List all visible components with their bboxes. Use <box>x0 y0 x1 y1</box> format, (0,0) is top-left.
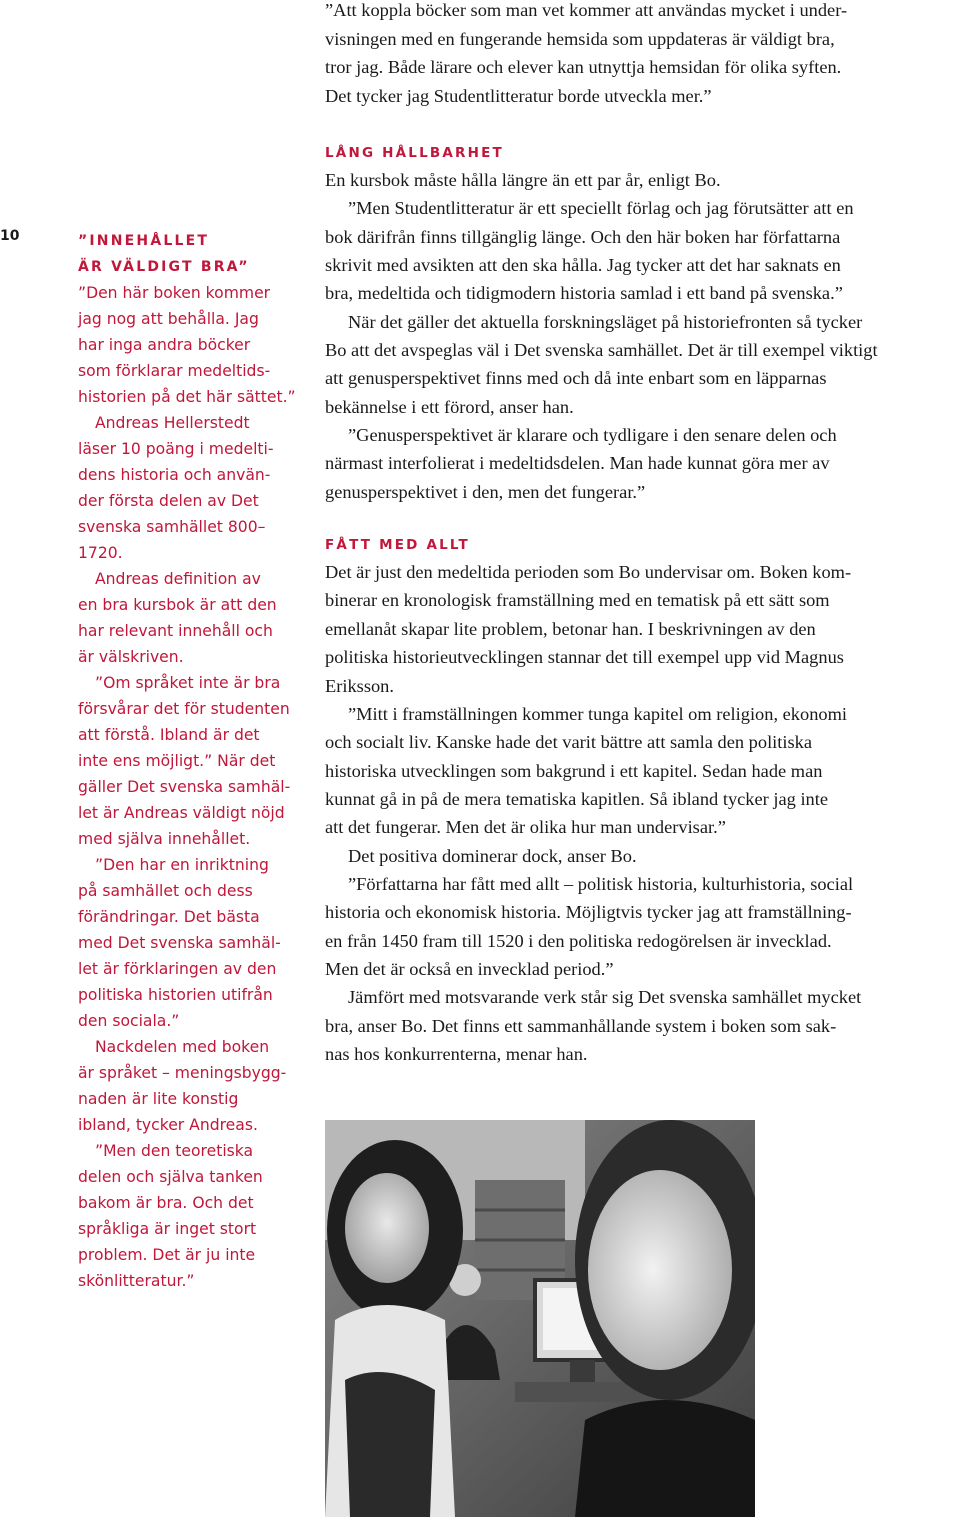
photo-students-library-icon <box>325 1120 755 1517</box>
sidebar-line: ”Men den teoretiska <box>95 1142 254 1160</box>
body-line: Eriksson. <box>325 675 394 696</box>
body-line: historia och ekonomisk historia. Möjligtvis tycker jag att framställning- <box>325 902 852 923</box>
sidebar-line: let är Andreas väldigt nöjd <box>78 804 285 822</box>
body-line: Bo att det avspeglas väl i Det svenska samhället. Det är till exempel viktigt <box>325 340 878 361</box>
sidebar-line: bakom är bra. Och det <box>78 1194 254 1212</box>
page-number: 10 <box>0 228 20 244</box>
body-line: och socialt liv. Kanske hade det varit bättre att samla den politiska <box>325 732 813 753</box>
body-line: En kursbok måste hålla längre än ett par år, enligt Bo. <box>325 170 721 190</box>
sidebar-line: försvårar det för studenten <box>78 700 290 718</box>
sidebar-line: språkliga är inget stort <box>78 1220 257 1238</box>
sidebar-line: inte ens möjligt.” När det <box>78 752 276 770</box>
body-line: att det fungerar. Men det är olika hur man undervisar.” <box>325 817 726 838</box>
sidebar-line: att förstå. Ibland är det <box>78 726 260 744</box>
body-line: ”Genusperspektivet är klarare och tydligare i den senare delen och <box>348 425 837 446</box>
intro-quote <box>325 0 960 110</box>
body-line: binerar en kronologisk framställning med en tematisk på ett sätt som <box>325 590 830 611</box>
sidebar-line: 1720. <box>78 544 123 562</box>
body-line: att genusperspektivet finns med och då inte enbart som en läpparnas <box>325 368 827 389</box>
intro-line: Det tycker jag Studentlitteratur borde utveckla mer.” <box>325 85 712 106</box>
body-line: Det positiva dominerar dock, anser Bo. <box>348 845 637 866</box>
sidebar-line: ”Om språket inte är bra <box>95 674 281 692</box>
body-line: historiska utvecklingen som bakgrund i ett kapitel. Sedan hade man <box>325 760 823 781</box>
sidebar-line: ”Den här boken kommer <box>78 284 271 302</box>
intro-line: ”Att koppla böcker som man vet kommer att användas mycket i under- <box>325 0 848 20</box>
sidebar-line: skönlitteratur.” <box>78 1272 195 1290</box>
body-line: nas hos konkurrenterna, menar han. <box>325 1043 588 1064</box>
sidebar-line: är välskriven. <box>78 648 184 666</box>
sidebar-line: naden är lite konstig <box>78 1090 239 1108</box>
sidebar-line: gäller Det svenska samhäl- <box>78 778 291 796</box>
section-heading-lang-hallbarhet: LÅNG HÅLLBARHET <box>325 145 504 161</box>
body-line: genusperspektivet i den, men det fungerar.” <box>325 481 646 502</box>
sidebar-line: ”Den har en inriktning <box>95 856 269 874</box>
sidebar-column <box>78 228 298 1294</box>
body-line: kunnat gå in på de mera tematiska kapitlen. Så ibland tycker jag inte <box>325 788 829 809</box>
sidebar-line: på samhället och dess <box>78 882 253 900</box>
body-line: bekännelse i ett förord, anser han. <box>325 396 574 417</box>
body-line: bok därifrån finns tillgänglig länge. Och den här boken har författarna <box>325 226 841 247</box>
sidebar-line: förändringar. Det bästa <box>78 908 260 926</box>
body-line: ”Mitt i framställningen kommer tunga kapitel om religion, ekonomi <box>348 703 847 724</box>
sidebar-line: med själva innehållet. <box>78 830 251 848</box>
sidebar-line: Andreas definition av <box>95 570 261 588</box>
sidebar-line: historien på det här sättet.” <box>78 388 296 406</box>
sidebar-line: svenska samhället 800– <box>78 518 266 536</box>
sidebar-line: har inga andra böcker <box>78 336 251 354</box>
sidebar-line: let är förklaringen av den <box>78 960 277 978</box>
sidebar-line: som förklarar medeltids- <box>78 362 271 380</box>
body-line: emellanåt skapar lite problem, betonar han. I beskrivningen av den <box>325 618 816 639</box>
section-heading-fatt-med-allt: FÅTT MED ALLT <box>325 537 470 554</box>
sidebar-line: en bra kursbok är att den <box>78 596 277 614</box>
sidebar-line: politiska historien utifrån <box>78 986 273 1004</box>
sidebar-line: problem. Det är ju inte <box>78 1246 256 1264</box>
sidebar-line: Andreas Hellerstedt <box>95 414 250 432</box>
sidebar-line: är språket – meningsbygg- <box>78 1064 287 1082</box>
sidebar-line: med Det svenska samhäl- <box>78 934 281 952</box>
sidebar-line: Nackdelen med boken <box>95 1038 270 1056</box>
body-line: Men det är också en invecklad period.” <box>325 958 614 979</box>
body-line: skrivit med avsikten att den ska hålla. Jag tycker att det har saknats en <box>325 255 841 276</box>
body-line: ”Författarna har fått med allt – politisk historia, kulturhistoria, social <box>348 873 854 894</box>
body-line: ”Men Studentlitteratur är ett speciellt förlag och jag förutsätter att en <box>348 198 854 219</box>
article-body <box>325 140 960 1068</box>
sidebar-line: läser 10 poäng i medelti- <box>78 440 274 458</box>
sidebar-line: ibland, tycker Andreas. <box>78 1116 258 1134</box>
sidebar-line: har relevant innehåll och <box>78 622 273 640</box>
intro-line: tror jag. Både lärare och elever kan utnyttja hemsidan för olika syften. <box>325 57 842 78</box>
sidebar-line: delen och själva tanken <box>78 1168 263 1186</box>
sidebar-line: den sociala.” <box>78 1012 180 1030</box>
intro-line: visningen med en fungerande hemsida som uppdateras är väldigt bra, <box>325 28 835 49</box>
photo-students-library <box>325 1120 755 1517</box>
body-line: närmast interfolierat i medeltidsdelen. Man hade kunnat göra mer av <box>325 453 830 474</box>
body-line: en från 1450 fram till 1520 i den politiska redogörelsen är invecklad. <box>325 930 832 951</box>
body-line: politiska historieutvecklingen stannar det till exempel upp vid Magnus <box>325 647 844 668</box>
body-line: Det är just den medeltida perioden som Bo undervisar om. Boken kom- <box>325 562 852 583</box>
sidebar-heading: ÄR VÄLDIGT BRA” <box>78 259 250 275</box>
sidebar-line: jag nog att behålla. Jag <box>78 310 259 328</box>
body-line: När det gäller det aktuella forskningsläget på historiefronten så tycker <box>348 311 863 332</box>
body-line: bra, medeltida och tidigmodern historia samlad i ett band på svenska.” <box>325 283 843 304</box>
body-line: Jämfört med motsvarande verk står sig Det svenska samhället mycket <box>348 987 862 1008</box>
sidebar-line: der första delen av Det <box>78 492 259 510</box>
sidebar-heading: ”INNEHÅLLET <box>78 233 210 249</box>
body-line: bra, anser Bo. Det finns ett sammanhållande system i boken som sak- <box>325 1015 837 1036</box>
sidebar-line: dens historia och använ- <box>78 466 271 484</box>
